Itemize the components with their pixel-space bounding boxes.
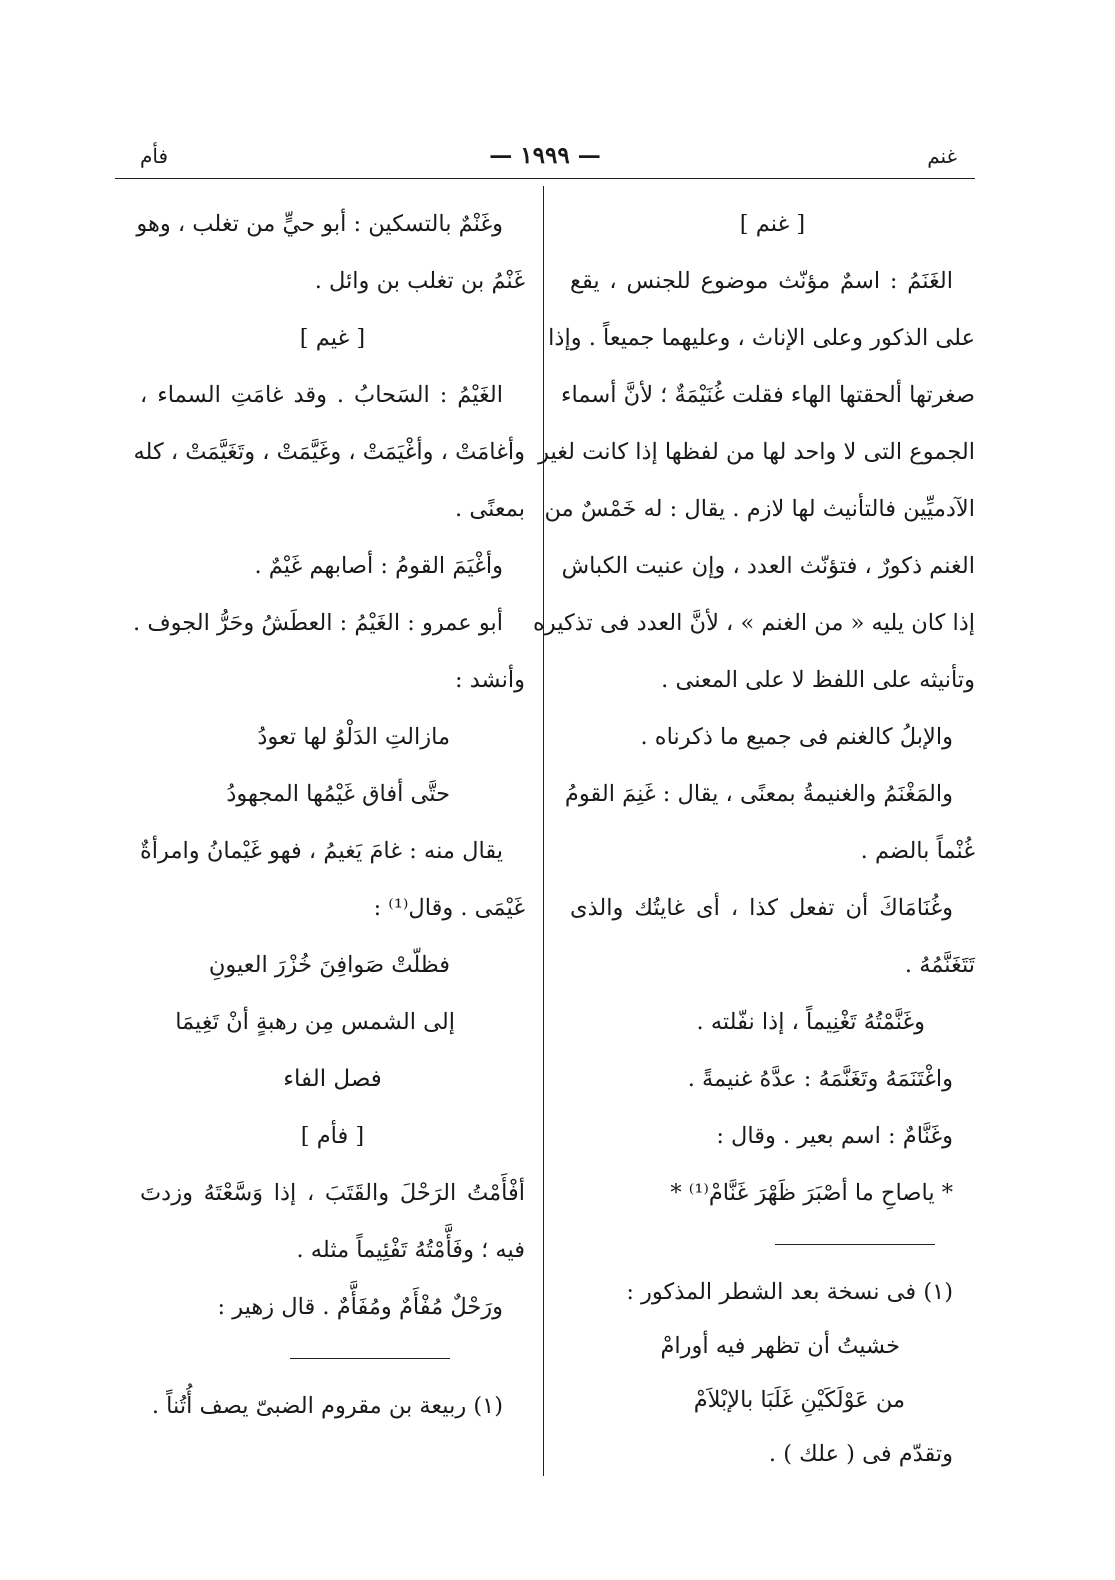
text-line: وأغامَتْ ، وأغْيَمَتْ ، وغَيَّمَتْ ، وتَغَيَّمَتْ ، كله — [133, 439, 525, 465]
text-line: حتَّى أفاق غَيْمُها المجهودُ — [226, 781, 450, 807]
footnote-line: (١) ربيعة بن مقروم الضبىّ يصف أُتُناً . — [151, 1393, 503, 1419]
left-column-text — [133, 196, 525, 1336]
text-line: أبو عمرو : الغَيْمُ : العطَشُ وحَرُّ الجوف . — [133, 610, 503, 636]
footnote-line: من عَوْلَكَيْنِ غَلَبَا بالإبْلاَمْ — [693, 1387, 905, 1413]
text-line: وغُنَامَاكَ أن تفعل كذا ، أى غايتُك والذى — [570, 895, 953, 921]
text-line: وأنشد : — [455, 667, 525, 693]
text-line: مازالتِ الدَلْوُ لها تعودُ — [257, 724, 450, 750]
text-line: على الذكور وعلى الإناث ، وعليهما جميعاً . وإذا — [548, 325, 975, 351]
text-line: وغَنَّامٌ : اسم بعير . وقال : — [716, 1123, 953, 1149]
text-line: بمعنًى . — [455, 496, 525, 522]
header-left-entry: فأم — [140, 144, 169, 168]
page-number: — ١٩٩٩ — — [489, 142, 601, 169]
text-line: الجموع التى لا واحد لها من لفظها إذا كانت لغير — [538, 439, 975, 465]
text-line: فصل الفاء — [283, 1066, 382, 1092]
right-column-text — [533, 196, 975, 1222]
text-line: الآدميِّين فالتأنيث لها لازم . يقال : له خَمْسٌ من — [544, 496, 975, 522]
text-line: إلى الشمس مِن رهبةٍ أنْ تَغِيمَا — [175, 1009, 455, 1035]
text-line: صغرتها ألحقتها الهاء فقلت غُنَيْمَةٌ ؛ لأنَّ أسماء — [560, 382, 975, 408]
text-line: يقال منه : غامَ يَغيمُ ، فهو غَيْمانُ وامرأةٌ — [140, 838, 503, 864]
right-column — [533, 196, 975, 1481]
text-line: فيه ؛ وفَأَّمْتُهُ تَفْئِيماً مثله . — [296, 1237, 525, 1263]
text-line: [ فأم ] — [300, 1123, 365, 1149]
text-line: تَتَغَنَّمُهُ . — [904, 952, 975, 978]
text-line: والإبلُ كالغنم فى جميع ما ذكرناه . — [640, 724, 953, 750]
left-column — [133, 196, 525, 1433]
text-line: غُنْماً بالضم . — [860, 838, 975, 864]
text-line: وغَنْمٌ بالتسكين : أبو حيٍّ من تغلب ، وهو — [136, 211, 503, 237]
footnote-line: (١) فى نسخة بعد الشطر المذكور : — [626, 1279, 953, 1305]
text-line: غَيْمَى . وقال⁽¹⁾ : — [373, 895, 525, 921]
footnote-line: وتقدّم فى ( علك ) . — [768, 1441, 953, 1467]
text-line: ورَحْلٌ مُفْأَمٌ ومُفَأَّمٌ . قال زهير : — [217, 1294, 503, 1320]
footnote-divider-left — [290, 1358, 450, 1359]
text-line: إذا كان يليه « من الغنم » ، لأنَّ العدد فى تذكيره — [533, 610, 975, 636]
text-line: [ غنم ] — [739, 211, 806, 237]
header-right-entry: غنم — [927, 144, 957, 168]
text-line: غَنْمُ بن تغلب بن وائل . — [314, 268, 525, 294]
text-line: * ياصاحِ ما أصْبَرَ ظَهْرَ غَنَّامْ⁽¹⁾ * — [670, 1180, 953, 1206]
text-line: الغنم ذكورٌ ، فتؤنّث العدد ، وإن عنيت الكباش — [561, 553, 975, 579]
text-line: أفْأَمْتُ الرَحْلَ والقَتَبَ ، إذا وَسَّعْتَهُ وزدتَ — [140, 1180, 525, 1206]
text-line: الغَنَمُ : اسمٌ مؤنّث موضوع للجنس ، يقع — [570, 268, 953, 294]
text-line: واغْتَنَمَهُ وتَغَنَّمَهُ : عدَّهُ غنيمةً . — [687, 1066, 953, 1092]
header-divider — [115, 178, 975, 179]
text-line: فظلّتْ صَوافِنَ خُزْرَ العيونِ — [208, 952, 450, 978]
text-line: وغَنَّمْتُهُ تَغْنِيماً ، إذا نفّلته . — [696, 1009, 925, 1035]
footnote-line: خشيتُ أن تظهر فيه أورامْ — [660, 1333, 900, 1359]
left-footnote — [140, 1379, 525, 1433]
text-line: والمَغْنَمُ والغنيمةُ بمعنًى ، يقال : غَنِمَ القومُ — [564, 781, 953, 807]
text-line: [ غيم ] — [299, 325, 366, 351]
page-header — [115, 140, 975, 180]
text-line: وأغْيَمَ القومُ : أصابهم غَيْمٌ . — [254, 553, 503, 579]
column-divider — [543, 186, 544, 1476]
text-line: وتأنيثه على اللفظ لا على المعنى . — [661, 667, 975, 693]
right-footnote — [570, 1265, 975, 1481]
text-line: الغَيْمُ : السَحابُ . وقد غامَتِ السماء ، — [140, 382, 503, 408]
footnote-divider-right — [775, 1244, 935, 1245]
